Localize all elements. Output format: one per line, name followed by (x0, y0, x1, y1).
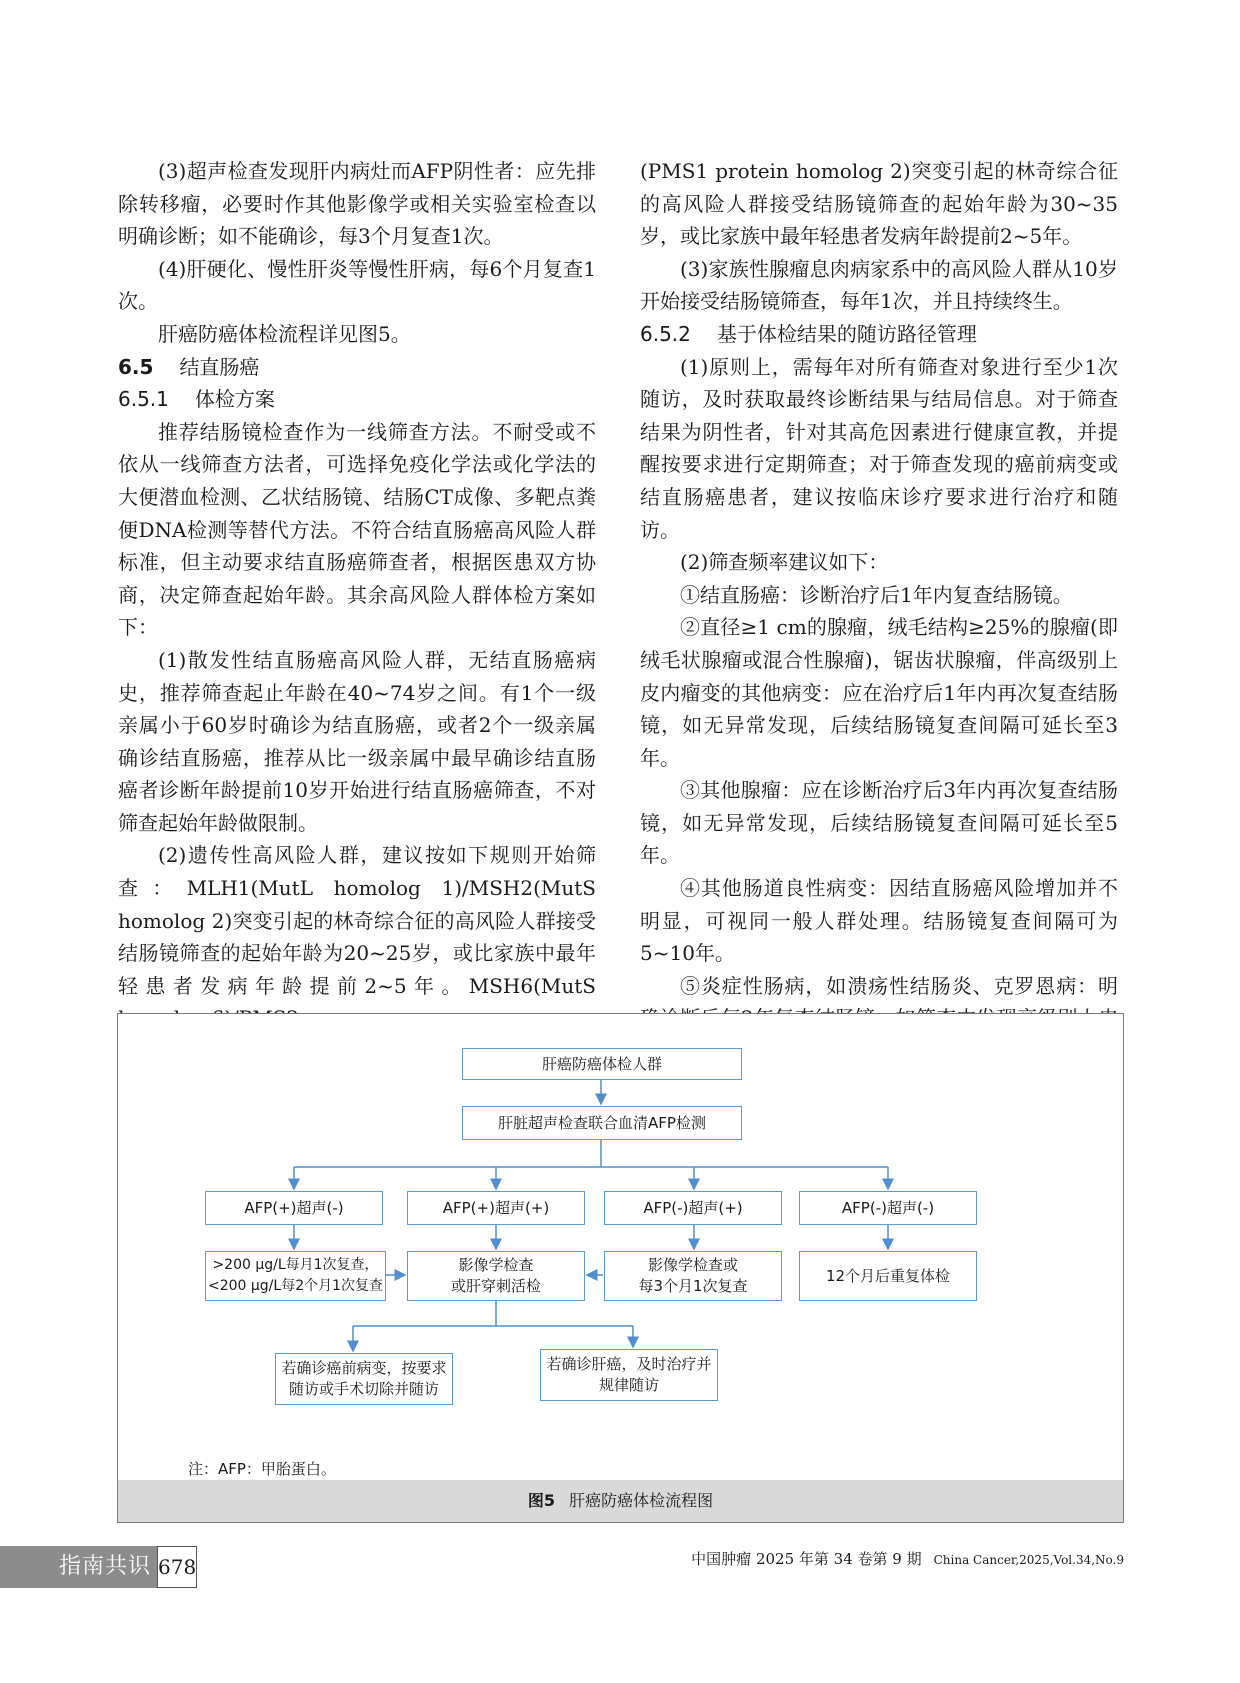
paragraph: 推荐结肠镜检查作为一线筛查方法。不耐受或不依从一线筛查方法者，可选择免疫化学法或化学法的大便潜血检测、乙状结肠镜、结肠CT成像、多靶点粪便DNA检测等替代方法。不符合结直肠癌高风险人群标准，但主动要求结直肠癌筛查者，根据医患双方协商，决定筛查起始年龄。其余高风险人群体检方案如下： (118, 419, 596, 640)
flow-box-afp-pos-us-neg: AFP(+)超声(-) (205, 1191, 383, 1225)
heading-title: 结直肠癌 (179, 354, 260, 379)
flow-box-exam: 肝脏超声检查联合血清AFP检测 (462, 1106, 742, 1140)
subsection-heading (118, 383, 596, 416)
flowchart-connectors (118, 1014, 1125, 1484)
heading-number: 6.5 (118, 354, 154, 379)
paragraph: (2)遗传性高风险人群，建议按如下规则开始筛查：MLH1(MutL homolog 1)/MSH2(MutS homolog 2)突变引起的林奇综合征的高风险人群接受结肠镜筛查的起始年龄为20~25岁，或比家族中最年轻患者发病年龄提前2~5年。MSH6(MutS (118, 843, 596, 998)
section-badge: 指南共识 (0, 1546, 157, 1588)
journal-cn: 中国肿瘤 2025 年第 34 卷第 9 期 (691, 1550, 922, 1568)
heading-title: 基于体检结果的随访路径管理 (716, 321, 977, 346)
figure-caption (118, 1480, 1123, 1522)
paragraph: ⑤炎症性肠病，如溃疡性结肠炎、克罗恩病：明 (680, 973, 1118, 998)
figure-caption-label: 图5 (527, 1491, 556, 1510)
paragraph: (3)超声检查发现肝内病灶而AFP阴性者：应先排除转移瘤，必要时作其他影像学或相关实验室检查以明确诊断；如不能确诊，每3个月复查1次。 (118, 159, 596, 249)
page-number: 678 (157, 1546, 197, 1588)
flow-box-cancer-outcome: 若确诊肝癌，及时治疗并 规律随访 (540, 1349, 718, 1401)
flowchart-figure (117, 1013, 1124, 1523)
paragraph: ④其他肠道良性病变：因结直肠癌风险增加并不明显，可视同一般人群处理。结肠镜复查间隔可为5~10年。 (640, 876, 1118, 966)
figure-caption-title: 肝癌防癌体检流程图 (569, 1491, 714, 1510)
flow-box-repeat-exam: 12个月后重复体检 (799, 1251, 977, 1301)
paragraph: (3)家族性腺瘤息肉病家系中的高风险人群从10岁开始接受结肠镜筛查，每年1次，并且持续终生。 (640, 256, 1118, 314)
heading-number: 6.5.2 (640, 321, 691, 346)
paragraph: ①结直肠癌：诊断治疗后1年内复查结肠镜。 (680, 582, 1073, 607)
flow-box-precancer-outcome: 若确诊癌前病变，按要求 随访或手术切除并随访 (275, 1353, 453, 1405)
heading-number: 6.5.1 (118, 387, 169, 412)
paragraph: (1)原则上，需每年对所有筛查对象进行至少1次随访，及时获取最终诊断结果与结局信息。对于筛查结果为阴性者，针对其高危因素进行健康宣教，并提醒按要求进行定期筛查；对于筛查发现的癌前病变或结直肠癌患者，建议按临床诊疗要求进行治疗和随访。 (640, 354, 1118, 542)
paragraph: 肝癌防癌体检流程详见图5。 (158, 321, 411, 346)
flow-box-imaging-biopsy: 影像学检查 或肝穿刺活检 (407, 1251, 585, 1301)
paragraph: ③其他腺瘤：应在诊断治疗后3年内再次复查结肠镜，如无异常发现，后续结肠镜复查间隔可延长至5年。 (640, 778, 1118, 868)
flow-box-imaging-recheck: 影像学检查或 每3个月1次复查 (604, 1251, 782, 1301)
subsection-heading (640, 318, 1118, 351)
flow-box-afp-recheck: >200 μg/L每月1次复查， <200 μg/L每2个月1次复查 (205, 1251, 386, 1301)
paragraph: (4)肝硬化、慢性肝炎等慢性肝病，每6个月复查1次。 (118, 256, 596, 314)
journal-en: China Cancer,2025,Vol.34,No.9 (933, 1553, 1124, 1567)
section-heading (118, 351, 596, 384)
paragraph: ②直径≥1 cm的腺瘤，绒毛结构≥25%的腺瘤(即绒毛状腺瘤或混合性腺瘤)，锯齿状腺瘤，伴高级别上皮内瘤变的其他病变：应在治疗后1年内再次复查结肠镜，如无异常发现，后续结肠镜复查间隔可延长至3年。 (640, 615, 1118, 770)
flow-box-afp-pos-us-pos: AFP(+)超声(+) (407, 1191, 585, 1225)
flow-box-afp-neg-us-neg: AFP(-)超声(-) (799, 1191, 977, 1225)
right-column (640, 155, 1118, 1068)
heading-title: 体检方案 (194, 387, 275, 412)
left-column (118, 155, 596, 1035)
flow-box-population: 肝癌防癌体检人群 (462, 1048, 742, 1080)
paragraph: (1)散发性结直肠癌高风险人群，无结直肠癌病史，推荐筛查起止年龄在40~74岁之间。有1个一级亲属小于60岁时确诊为结直肠癌，或者2个一级亲属确诊结直肠癌，推荐从比一级亲属中最早确诊结直肠癌者诊断年龄提前10岁开始进行结直肠癌筛查，不对筛查起始年龄做限制。 (118, 647, 596, 835)
paragraph: (2)筛查频率建议如下： (680, 550, 889, 575)
figure-note: 注：AFP：甲胎蛋白。 (188, 1460, 336, 1478)
paragraph: (PMS1 protein homolog 2)突变引起的林奇综合征的高风险人群接受结肠镜筛查的起始年龄为30~35岁，或比家族中最年轻患者发病年龄提前2~5年。 (640, 159, 1118, 249)
journal-footer (691, 1548, 1124, 1569)
flow-box-afp-neg-us-pos: AFP(-)超声(+) (604, 1191, 782, 1225)
